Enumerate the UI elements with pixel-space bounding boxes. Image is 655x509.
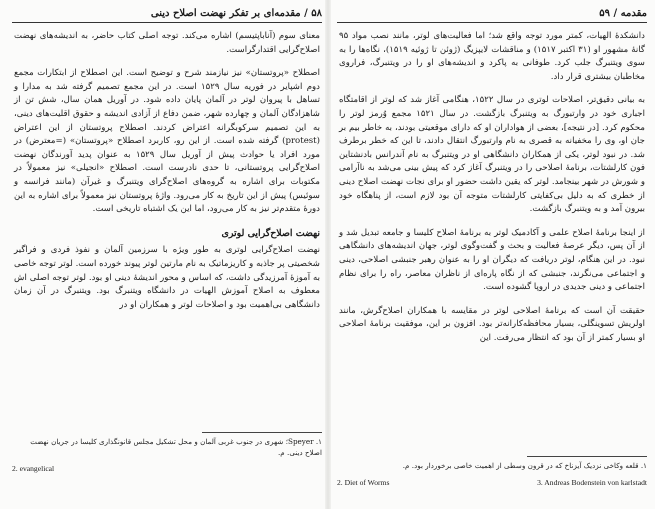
paragraph: معنای سوم (آناباپتیسم) اشاره می‌کند. توجه اصلی کتاب حاضر، به اندیشه‌های نهضت اصلاح‌گرایی اقتدارگراست. [14,31,320,55]
right-page-header [337,8,647,23]
section-heading: نهضت اصلاح‌گرایی لوتری [221,227,320,239]
footnote-rule [527,456,647,457]
header-separator: / [609,8,618,19]
left-page-body [14,30,320,312]
footnote-english-list [12,464,322,475]
left-page [12,0,322,509]
footnote-english: 2. Diet of Worms [337,477,390,487]
footnote-persian: ۱. قلعه وکاخی نزدیک آیزناخ که در قرون وسطی از اهمیت خاصی برخوردار بود. م. [402,461,647,470]
paragraph-gap [339,217,645,227]
left-footnotes [12,432,322,475]
left-page-header [12,8,322,23]
left-running-title: مقدمه‌ای بر تفکر نهضت اصلاح دینی [150,8,301,19]
book-gutter [325,0,331,509]
paragraph: نهضت اصلاح‌گرایی لوتری به طور ویژه با سرزمین آلمان و نفوذ فردی و فراگیر شخصیتی پر جاذبه و کاریزماتیک به نام مارتین لوتر پیوند خورده است. لوتر توجه خاصی به آموزهٔ آمرزیدگی داشت، که اساس و محور اندیشهٔ دینی او بود. لوتر توجه اصلی اش معطوف به اصلاح آموزش الهیات در دانشگاه ویتنبرگ بود. ویتنبرگ در آن زمان دانشگاهی بی‌اهمیت بود و اصلاحات لوتر و همکاران او در [14,245,320,310]
left-page-number-title [151,8,322,19]
paragraph-gap [339,84,645,94]
right-page-number: ۵۹ [599,8,610,19]
footnote-english: 2. evangelical [12,464,55,473]
right-footnotes [337,456,647,488]
footnote-english-list [337,478,647,489]
paragraph: از اینجا برنامهٔ اصلاح علمی و آکادمیک لوتر به برنامهٔ اصلاح کلیسا و جامعه تبدیل شد و از آن پس، دیگر عرصهٔ فعالیت و بحث و گفت‌وگوی لوتر، جهان اندیشه‌های دانشگاهی نبود. در این هنگام، لوتر دریافت که دیگران او را به عنوان رهبر جنبشی اصلاحی، دینی و اجتماعی می‌نگرند، جنبشی که از نگاه پاره‌ای از ناظران معاصر، راه را برای نظام اجتماعی و دینی جدیدی در اروپا گشوده است. [339,227,645,293]
right-page [337,0,647,509]
left-page-number: ۵۸ [311,8,322,19]
right-running-title: مقدمه [620,8,647,19]
right-page-number-title [599,8,647,19]
paragraph-gap [339,295,645,305]
paragraph: اصطلاح «پروتستان» نیز نیازمند شرح و توضیح است. این اصطلاح از ابتکارات مجمع دوم اشپایر در فوریه سال ۱۵۲۹ است. در این مجمع تصمیم گرفته شد به مدارا و تساهل با پیروان لوتر در آلمان پایان داده شود. در آوریل همان سال، شش تن از شاهزادگان آلمان و چهارده شهر، ضمن دفاع از آزادی اندیشه و حقوق اقلیت‌های دینی، به این تصمیم سرکوبگرانه اعتراض کردند. اصطلاح پروتستان از این اعتراض (protest) گرفته شده است. از این رو، کاربرد اصطلاح «پروتستان» (=معترض) در مورد افراد یا حوادث پیش از آوریل سال ۱۵۲۹ به عنوان پدید آورندگان نهضت اصلاح‌گرایی پروتستانی، تا حدی نادرست است. اصطلاح «انجیلی» نیز معمولاً در مکتوبات برای اشاره به گروه‌های اصلاح‌گرای ویتنبرگ و غیرآن (مانند فرانسه و سوئیس) پیش از این تاریخ به کار می‌رود. واژهٔ پروتستان نیز معمولاً برای اشاره به این دورهٔ متقدم‌تر نیز به کار می‌رود، اما این یک اشتباه تاریخی است. [14,68,320,215]
header-separator: / [300,8,308,19]
paragraph: دانشکدهٔ الهیات، کمتر مورد توجه واقع شد؛ اما فعالیت‌های لوتر، مانند نصب مواد ۹۵ گانهٔ مشهور او (۳۱ اکتبر ۱۵۱۷) و مناقشات لایپزیگ (ژوئن تا ژوئیه ۱۵۱۹)، نگاه‌ها را به سوی ویتنبرگ جلب کرد. طوفانی به پاکرد و اندیشه‌های او را در ویتنبرگ، فراروی مخاطبان بیشتری قرار داد. [339,31,645,82]
footnote-english: 3. Andreas Bodenstein von karlstadt [537,477,647,487]
paragraph: به بیانی دقیق‌تر، اصلاحات لوتری در سال ۱۵۲۲، هنگامی آغاز شد که لوتر از اقامتگاه اجباری خود در وارتبورگ به ویتنبرگ بازگشت. در سال ۱۵۲۱ مجمع وُرمز لوتر را محکوم کرد. [در نتیجه]، بعضی از هواداران او که دارای موقعیتی بودند، به خاطر بیم بر جان او، وی را مخفیانه به قصری به نام وارتبورگ انتقال دادند، تا این که خطر برطرف شد. در نبود لوتر، یکی از همکاران دانشگاهی او در ویتنبرگ به نام آندرانس بادنشتاین فون کارلشتات، برنامهٔ اصلاحی را در ویتنبرگ آغاز کرد که پیش بینی می‌شد به ناآرامی و شورش در شهر بینجامد. لوتر که یقین داشت حضور او برای نجات نهضت اصلاح دینی از خطری که به دلیل بی‌کفایتی کارلشتات متوجه آن بود لازم است، از پناهگاه خود بیرون آمد و به ویتنبرگ بازگشت. [339,95,645,215]
paragraph: حقیقت آن است که برنامهٔ اصلاحی لوتر در مقایسه با همکاران اصلاح‌گرش، مانند اولریش تسوینگلی، بسیار محافظه‌کارانه‌تر بود. افزون بر این، موفقیت برنامهٔ اصلاحی او بسیار کمتر از آن بود که انتظار می‌رفت. این [339,305,645,343]
paragraph-gap [14,57,320,67]
right-page-body [339,30,645,345]
footnote-rule [202,432,322,433]
footnote-persian: ۱. Speyer؛ شهری در جنوب غربی آلمان و محل تشکیل مجلس قانونگذاری کلیسا در جریان نهضت اصلاح دینی. م. [30,437,322,457]
